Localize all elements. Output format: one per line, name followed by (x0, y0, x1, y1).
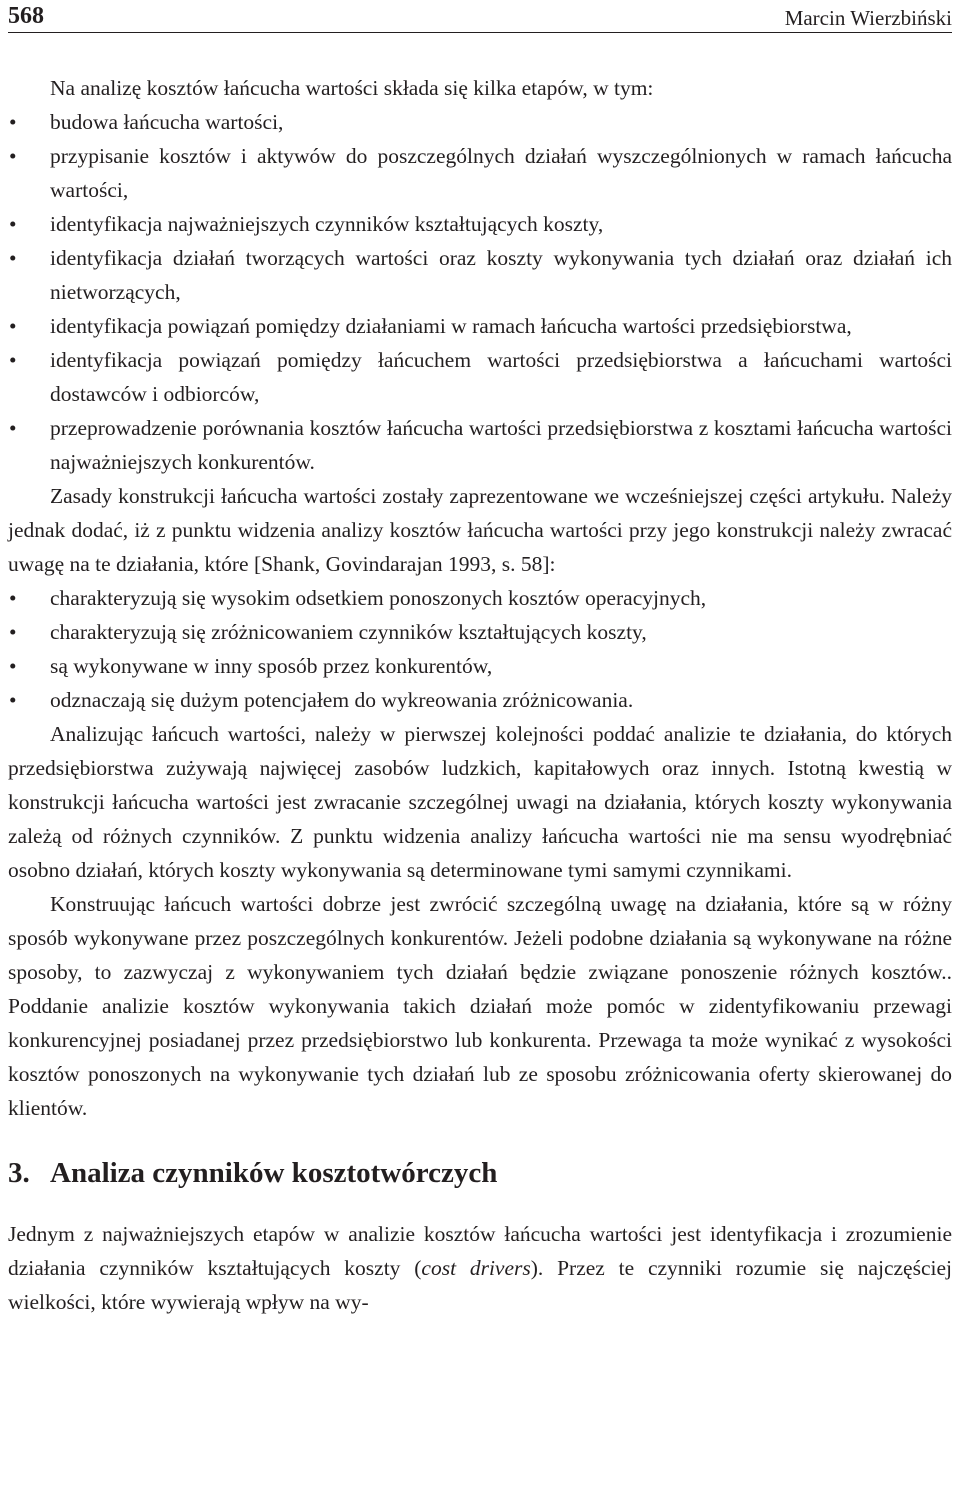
section-heading (8, 1143, 952, 1203)
list-item: • identyfikacja działań tworzących wartości oraz koszty wykonywania tych działań oraz działań ich nietworzących, (8, 241, 952, 309)
term-italic: cost drivers (421, 1256, 531, 1280)
bullet-icon: • (9, 212, 17, 236)
running-author: Marcin Wierzbiński (784, 6, 952, 30)
section-number: 3. (8, 1157, 30, 1189)
running-header (8, 0, 952, 33)
bullet-icon: • (9, 144, 17, 168)
bullet-icon: • (9, 416, 17, 440)
list-item: • odznaczają się dużym potencjałem do wykreowania zróżnicowania. (8, 683, 952, 717)
list-item: • przeprowadzenie porównania kosztów łańcucha wartości przedsiębiorstwa z kosztami łańcucha wartości najważniejszych konkurentów. (8, 411, 952, 479)
page-body (8, 71, 952, 1319)
list-item: • przypisanie kosztów i aktywów do poszczególnych działań wyszczególnionych w ramach łańcucha wartości, (8, 139, 952, 207)
list-item: • budowa łańcucha wartości, (8, 105, 952, 139)
list-item: • charakteryzują się zróżnicowaniem czynników kształtujących koszty, (8, 615, 952, 649)
page-number: 568 (8, 3, 44, 29)
bullet-icon: • (9, 688, 17, 712)
section-title: Analiza czynników kosztotwórczych (50, 1157, 498, 1189)
bullet-icon: • (9, 586, 17, 610)
bullet-icon: • (9, 314, 17, 338)
list-item: • identyfikacja powiązań pomiędzy łańcuchem wartości przedsiębiorstwa a łańcuchami wartości dostawców i odbiorców, (8, 343, 952, 411)
list-item: • identyfikacja powiązań pomiędzy działaniami w ramach łańcucha wartości przedsiębiorstwa, (8, 309, 952, 343)
cost-analysis-steps-list (8, 105, 952, 479)
body-paragraph: Konstruując łańcuch wartości dobrze jest zwrócić szczególną uwagę na działania, które są w różny sposób wykonywane przez poszczególnych konkurentów. Jeżeli podobne działania są wykonywane na różne sposoby, to zazwyczaj z wykonywaniem tych działań będzie związane ponoszenie różnych kosztów.. Poddanie analizie kosztów wykonywania takich działań może pomóc w zidentyfikowaniu przewagi konkurencyjnej posiadanej przez przedsiębiorstwo lub konkurenta. Przewaga ta może wynikać z wysokości kosztów ponoszonych na wykonywanie tych działań lub ze sposobu zróżnicowania oferty skierowanej do klientów. (8, 892, 952, 1120)
body-paragraph: Zasady konstrukcji łańcucha wartości zostały zaprezentowane we wcześniejszej części artykułu. Należy jednak dodać, iż z punktu widzenia analizy kosztów łańcucha wartości przy jego konstrukcji należy zwracać uwagę na te działania, które [Shank, Govindarajan 1993, s. 58]: (8, 484, 952, 576)
bullet-icon: • (9, 620, 17, 644)
bullet-icon: • (9, 246, 17, 270)
activity-criteria-list (8, 581, 952, 717)
list-item: • identyfikacja najważniejszych czynników kształtujących koszty, (8, 207, 952, 241)
bullet-icon: • (9, 348, 17, 372)
body-paragraph: Analizując łańcuch wartości, należy w pierwszej kolejności poddać analizie te działania, do których przedsiębiorstwa zużywają najwięcej zasobów ludzkich, kapitałowych oraz innych. Istotną kwestią w konstrukcji łańcucha wartości jest zwracanie szczególnej uwagi na działania, których koszty wykonywania zależą od różnych czynników. Z punktu widzenia analizy łańcucha wartości nie ma sensu wyodrębniać osobno działań, których koszty wykonywania są determinowane tymi samymi czynnikami. (8, 722, 952, 882)
bullet-icon: • (9, 110, 17, 134)
list-item: • charakteryzują się wysokim odsetkiem ponoszonych kosztów operacyjnych, (8, 581, 952, 615)
body-paragraph: Jednym z najważniejszych etapów w analizie kosztów łańcucha wartości jest identyfikacja i zrozumienie działania czynników kształtujących koszty (cost drivers). Przez te czynniki rozumie się najczęściej wielkości, które wywierają wpływ na wy- (8, 1222, 952, 1314)
list-item: • są wykonywane w inny sposób przez konkurentów, (8, 649, 952, 683)
intro-paragraph: Na analizę kosztów łańcucha wartości składa się kilka etapów, w tym: (50, 76, 654, 100)
bullet-icon: • (9, 654, 17, 678)
